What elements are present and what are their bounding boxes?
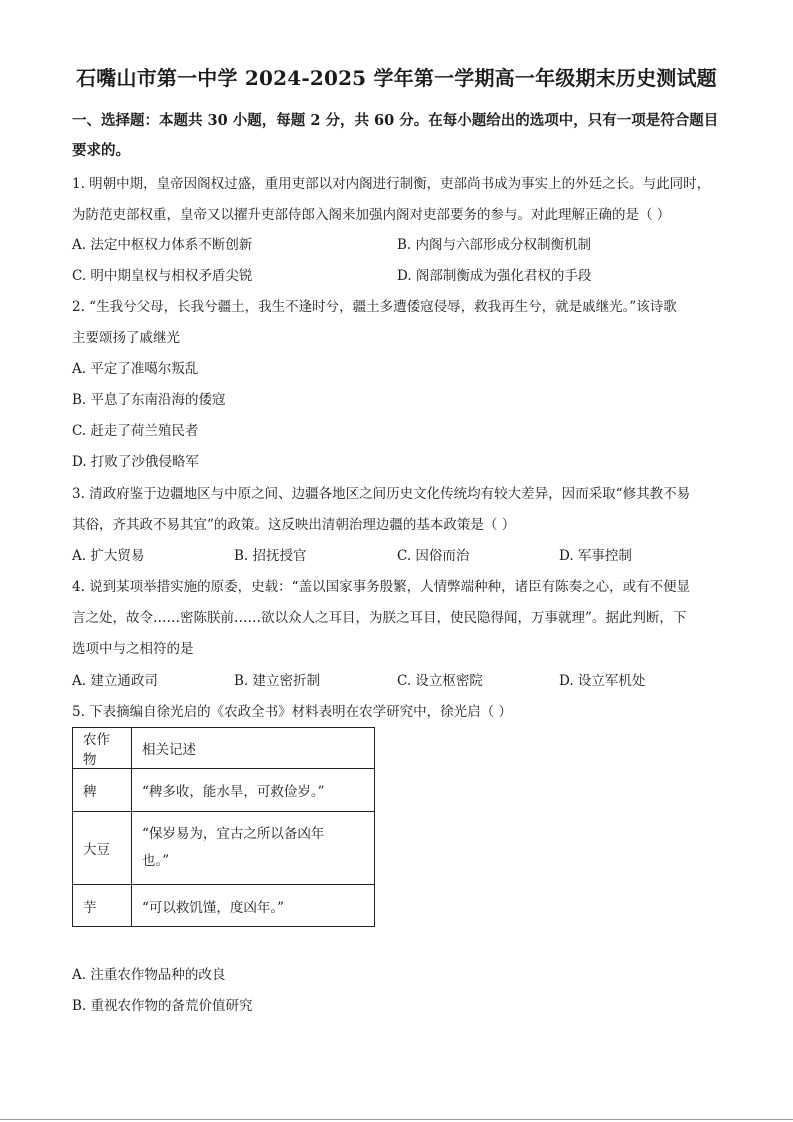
q1-option-b: B. 内阁与六部形成分权制衡机制 xyxy=(397,237,592,253)
table-cell-record: “稗多收，能水旱，可救俭岁。” xyxy=(132,769,375,812)
q2-option-a: A. 平定了准噶尔叛乱 xyxy=(72,361,199,377)
q3-option-d: D. 军事控制 xyxy=(559,548,632,564)
q5-option-a: A. 注重农作物品种的改良 xyxy=(72,967,226,983)
exam-title: 石嘴山市第一中学 2024-2025 学年第一学期高一年级期末历史测试题 xyxy=(76,66,717,90)
q4-stem-line3: 选项中与之相符的是 xyxy=(72,641,194,657)
q4-option-d: D. 设立军机处 xyxy=(559,673,646,689)
table-row xyxy=(73,812,375,885)
q5-table xyxy=(72,727,375,927)
q4-stem-line2: 言之处，故令……密陈朕前……欲以众人之耳目，为朕之耳目，使民隐得闻，万事就理”。据此判断，下 xyxy=(72,610,687,626)
table-cell-crop: 大豆 xyxy=(73,812,132,885)
q1-option-d: D. 阁部制衡成为强化君权的手段 xyxy=(397,268,592,284)
q1-option-a: A. 法定中枢权力体系不断创新 xyxy=(72,237,253,253)
q3-option-b: B. 招抚授官 xyxy=(234,548,307,564)
q1-stem-line2: 为防范吏部权重，皇帝又以擢升吏部侍郎入阁来加强内阁对吏部要务的参与。对此理解正确的是（ ） xyxy=(72,207,671,223)
table-cell-crop: 芋 xyxy=(73,885,132,927)
table-cell-crop: 稗 xyxy=(73,769,132,812)
q2-option-d: D. 打败了沙俄侵略军 xyxy=(72,454,199,470)
q5-option-b: B. 重视农作物的备荒价值研究 xyxy=(72,998,253,1014)
table-row xyxy=(73,769,375,812)
q5-stem: 5. 下表摘编自徐光启的《农政全书》材料表明在农学研究中，徐光启（ ） xyxy=(72,704,512,720)
q4-option-c: C. 设立枢密院 xyxy=(397,673,483,689)
q3-stem-line1: 3. 清政府鉴于边疆地区与中原之间、边疆各地区之间历史文化传统均有较大差异，因而采取“修其教不易 xyxy=(72,486,691,502)
table-header-crop: 农作物 xyxy=(73,728,132,769)
q3-stem-line2: 其俗，齐其政不易其宜”的政策。这反映出清朝治理边疆的基本政策是（ ） xyxy=(72,517,516,533)
q4-option-a: A. 建立通政司 xyxy=(72,673,158,689)
q3-option-a: A. 扩大贸易 xyxy=(72,548,145,564)
q3-option-c: C. 因俗而治 xyxy=(397,548,470,564)
section-instructions: 一、选择题：本题共 30 小题，每题 2 分，共 60 分。在每小题给出的选项中，只有一项是符合题目要求的。 xyxy=(72,112,719,159)
q2-option-c: C. 赶走了荷兰殖民者 xyxy=(72,423,199,439)
table-header-row xyxy=(73,728,375,769)
table-cell-record: “保岁易为，宜古之所以备凶年也。” xyxy=(132,812,375,885)
q1-option-c: C. 明中期皇权与相权矛盾尖锐 xyxy=(72,268,253,284)
table-header-record: 相关记述 xyxy=(132,728,375,769)
q2-stem-line1: 2. “生我兮父母，长我兮疆土，我生不逢时兮，疆土多遭倭寇侵辱，救我再生兮，就是戚继光。”该诗歌 xyxy=(72,299,677,315)
q2-option-b: B. 平息了东南沿海的倭寇 xyxy=(72,392,226,408)
table-cell-record: “可以救饥馑，度凶年。” xyxy=(132,885,375,927)
table-row xyxy=(73,885,375,927)
page-bottom-rule xyxy=(0,1119,793,1120)
q4-option-b: B. 建立密折制 xyxy=(234,673,321,689)
q2-stem-line2: 主要颂扬了戚继光 xyxy=(72,330,180,346)
q1-stem-line1: 1. 明朝中期，皇帝因阁权过盛，重用吏部以对内阁进行制衡，吏部尚书成为事实上的外廷之长。与此同时， xyxy=(72,176,711,192)
q4-stem-line1: 4. 说到某项举措实施的原委，史载：“盖以国家事务殷繁，人情弊端种种，诸臣有陈奏之心，或有不便显 xyxy=(72,579,691,595)
